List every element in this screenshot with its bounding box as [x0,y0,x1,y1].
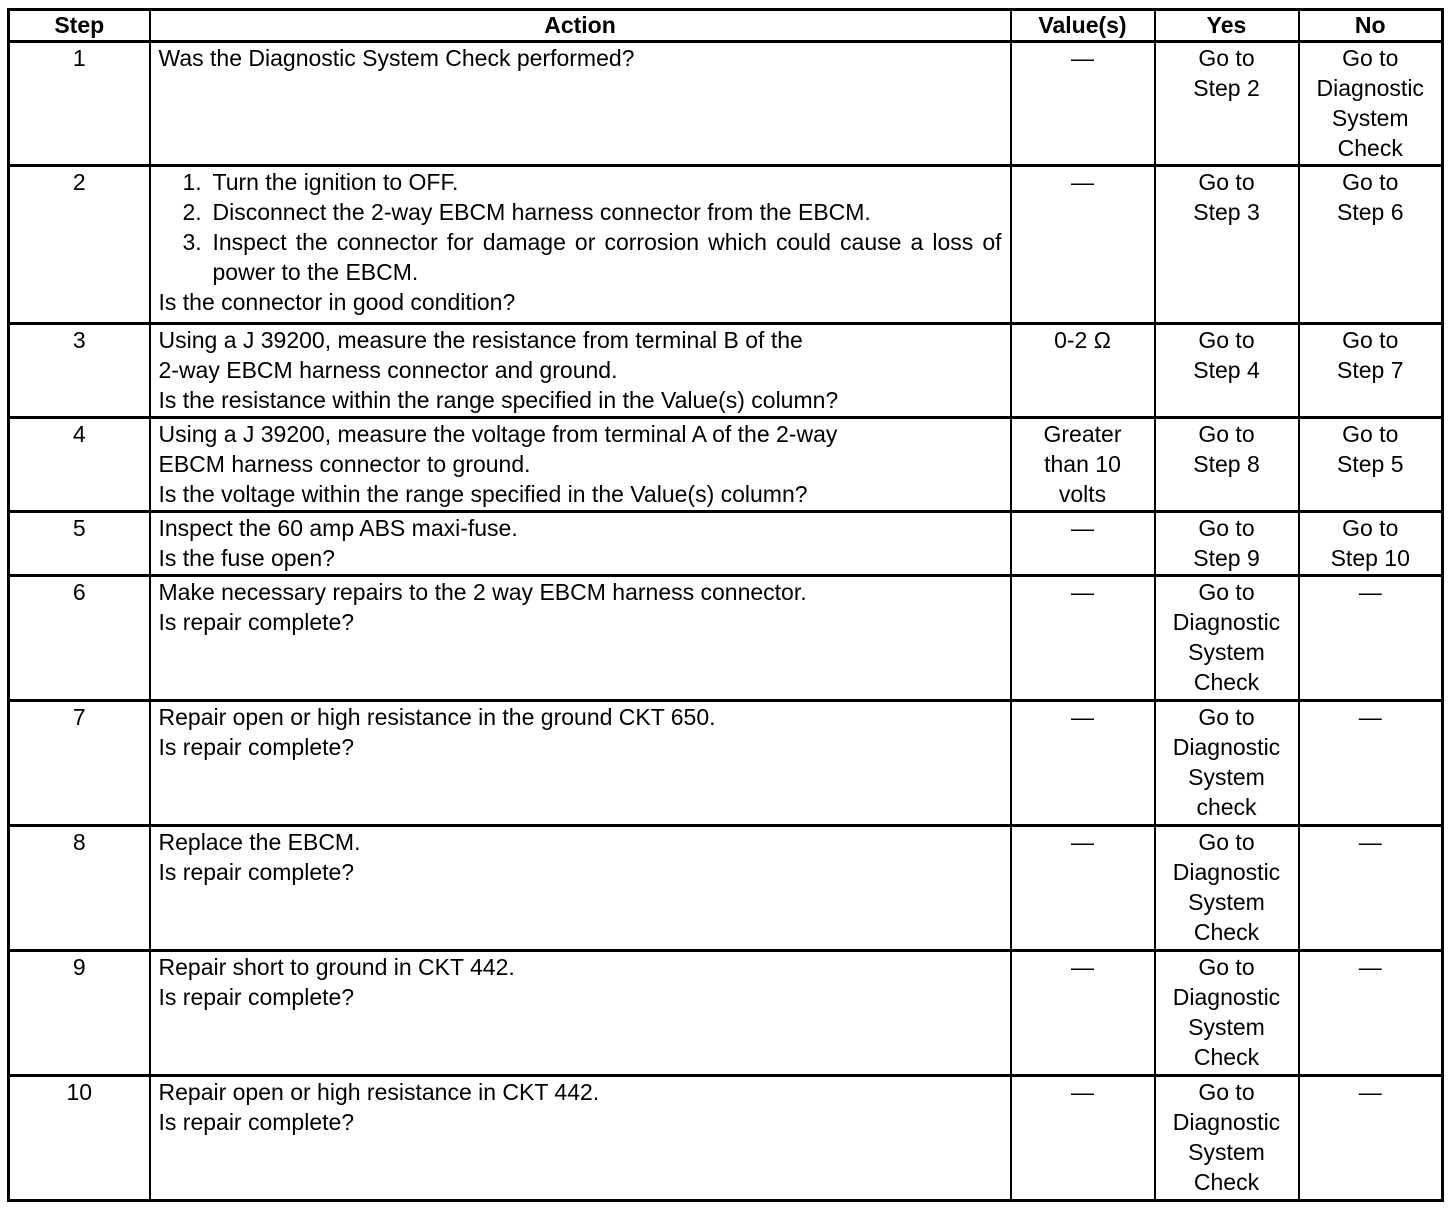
action-line: EBCM harness connector to ground. [158,451,531,477]
action-line: Repair open or high resistance in CKT 442. [158,1079,600,1105]
yes-line: System [1188,1014,1265,1040]
step-number: 4 [9,418,150,512]
table-row-step-6 [9,576,1443,701]
no-cell: — [1299,576,1443,701]
no-line: Go to [1342,327,1399,353]
yes-line: Check [1193,669,1260,695]
value-cell [1011,418,1155,512]
no-line: Step 6 [1337,199,1404,225]
value-cell: — [1011,42,1155,166]
yes-line: Diagnostic [1172,859,1281,885]
no-cell [1299,42,1443,166]
no-line: Step 10 [1330,545,1410,571]
yes-line: Go to [1198,169,1255,195]
list-item [159,227,1002,287]
yes-line: Diagnostic [1172,734,1281,760]
yes-line: Step 4 [1193,357,1260,383]
action-question: Is the connector in good condition? [158,289,516,315]
action-cell [150,1076,1011,1201]
list-item-text: Disconnect the 2-way EBCM harness connector from the EBCM. [212,199,871,225]
action-line: Was the Diagnostic System Check performed? [158,45,635,71]
yes-line: Diagnostic [1172,609,1281,635]
header-no: No [1299,10,1443,42]
action-line: Using a J 39200, measure the voltage from terminal A of the 2-way [158,421,838,447]
value-cell: 0-2 Ω [1011,324,1155,418]
no-cell: — [1299,701,1443,826]
yes-line: Step 3 [1193,199,1260,225]
yes-cell [1155,576,1299,701]
yes-line: Go to [1198,515,1255,541]
action-cell [150,324,1011,418]
yes-line: Check [1193,919,1260,945]
yes-line: Go to [1198,579,1255,605]
yes-line: Step 2 [1193,75,1260,101]
action-line: Is repair complete? [158,984,355,1010]
action-cell [150,701,1011,826]
yes-line: Go to [1198,1079,1255,1105]
action-cell [150,418,1011,512]
yes-line: Go to [1198,421,1255,447]
table-row-step-4 [9,418,1443,512]
table-row-step-1 [9,42,1443,166]
table-row-step-7 [9,701,1443,826]
yes-cell [1155,512,1299,576]
action-line: Is repair complete? [158,1109,355,1135]
yes-cell [1155,1076,1299,1201]
yes-line: Diagnostic [1172,1109,1281,1135]
action-line: Using a J 39200, measure the resistance from terminal B of the [158,327,803,353]
table-row-step-8 [9,826,1443,951]
no-cell [1299,418,1443,512]
action-line: Is the resistance within the range specified in the Value(s) column? [158,387,839,413]
step-number: 5 [9,512,150,576]
yes-line: System [1188,639,1265,665]
yes-cell [1155,701,1299,826]
instruction-list [159,167,1002,287]
list-item-number: 2. [182,199,202,225]
list-item [159,197,1002,227]
value-cell: — [1011,951,1155,1076]
value-cell: — [1011,576,1155,701]
yes-cell [1155,166,1299,324]
yes-line: Go to [1198,704,1255,730]
step-number: 2 [9,166,150,324]
no-line: Check [1337,135,1403,161]
list-item-text: Turn the ignition to OFF. [212,169,459,195]
step-number: 1 [9,42,150,166]
header-values: Value(s) [1011,10,1155,42]
action-line: Is repair complete? [158,859,355,885]
value-cell: — [1011,1076,1155,1201]
action-cell [150,826,1011,951]
yes-line: check [1196,794,1257,820]
no-cell: — [1299,1076,1443,1201]
diagnostic-table [7,8,1444,1202]
step-number: 3 [9,324,150,418]
no-cell [1299,166,1443,324]
yes-line: Check [1193,1169,1260,1195]
step-number: 9 [9,951,150,1076]
no-cell [1299,512,1443,576]
yes-line: Go to [1198,327,1255,353]
list-item-number: 1. [182,169,202,195]
value-cell: — [1011,512,1155,576]
yes-cell [1155,951,1299,1076]
action-line: Is repair complete? [158,609,355,635]
action-cell [150,951,1011,1076]
table-row-step-5 [9,512,1443,576]
action-line: 2-way EBCM harness connector and ground. [158,357,618,383]
step-number: 8 [9,826,150,951]
value-cell: — [1011,701,1155,826]
action-line: Is the voltage within the range specified in the Value(s) column? [158,481,808,507]
no-line: Diagnostic [1316,75,1424,101]
yes-cell [1155,826,1299,951]
list-item-text: Inspect the connector for damage or corrosion which could cause a loss of power to the EBCM. [212,229,1002,285]
no-cell [1299,324,1443,418]
no-line: Go to [1342,45,1399,71]
yes-line: Go to [1198,45,1255,71]
step-number: 10 [9,1076,150,1201]
yes-line: Step 9 [1193,545,1260,571]
header-row [9,10,1443,42]
no-cell: — [1299,951,1443,1076]
value-line: than 10 [1044,451,1121,477]
yes-line: System [1188,1139,1265,1165]
list-item-number: 3. [182,229,202,255]
action-cell [150,42,1011,166]
yes-cell [1155,418,1299,512]
no-line: Go to [1342,169,1399,195]
action-line: Replace the EBCM. [158,829,361,855]
action-line: Inspect the 60 amp ABS maxi-fuse. [158,515,518,541]
yes-line: Go to [1198,829,1255,855]
header-step: Step [9,10,150,42]
action-cell [150,576,1011,701]
action-line: Is the fuse open? [158,545,335,571]
action-cell [150,166,1011,324]
no-cell: — [1299,826,1443,951]
value-line: Greater [1043,421,1122,447]
header-action: Action [150,10,1011,42]
action-line: Is repair complete? [158,734,355,760]
value-cell: — [1011,166,1155,324]
no-line: Step 7 [1337,357,1404,383]
no-line: Go to [1342,421,1399,447]
yes-line: System [1188,764,1265,790]
step-number: 6 [9,576,150,701]
action-line: Repair open or high resistance in the ground CKT 650. [158,704,716,730]
no-line: System [1331,105,1409,131]
value-cell: — [1011,826,1155,951]
step-number: 7 [9,701,150,826]
table-row-step-9 [9,951,1443,1076]
list-item [159,167,1002,197]
value-line: volts [1058,481,1107,507]
action-line: Repair short to ground in CKT 442. [158,954,515,980]
table-row-step-3 [9,324,1443,418]
yes-cell [1155,324,1299,418]
no-line: Go to [1342,515,1399,541]
yes-cell [1155,42,1299,166]
yes-line: System [1188,889,1265,915]
no-line: Step 5 [1337,451,1404,477]
table-row-step-2 [9,166,1443,324]
yes-line: Check [1193,1044,1260,1070]
yes-line: Go to [1198,954,1255,980]
yes-line: Step 8 [1193,451,1260,477]
yes-line: Diagnostic [1172,984,1281,1010]
action-cell [150,512,1011,576]
header-yes: Yes [1155,10,1299,42]
table-row-step-10 [9,1076,1443,1201]
action-line: Make necessary repairs to the 2 way EBCM harness connector. [158,579,807,605]
